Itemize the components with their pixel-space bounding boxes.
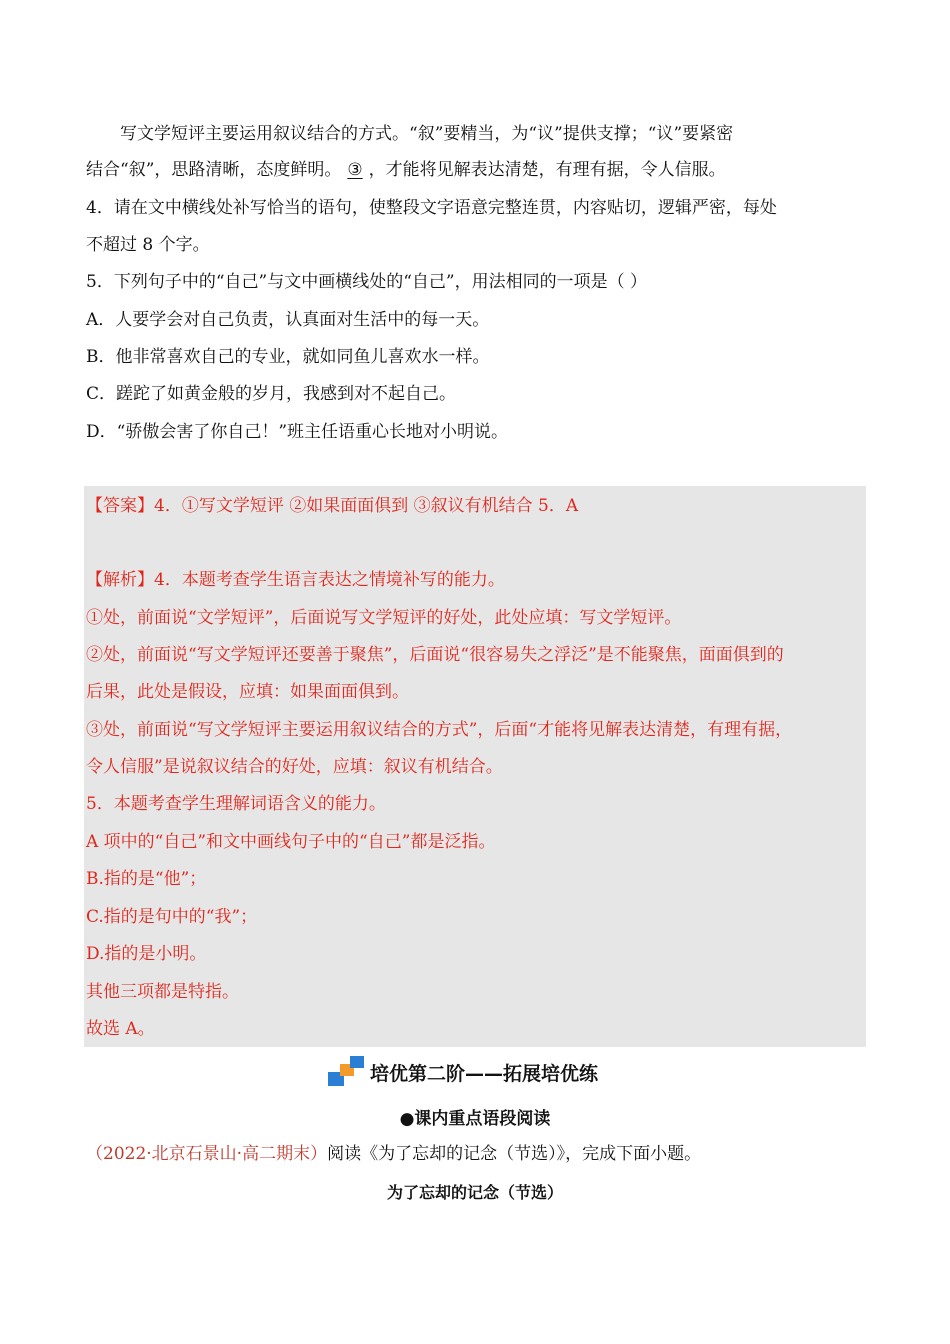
- option-b: B．他非常喜欢自己的专业，就如同鱼儿喜欢水一样。: [86, 347, 490, 367]
- answer-line: 【答案】4．①写文学短评 ②如果面面俱到 ③叙议有机结合 5．A: [86, 496, 579, 516]
- analysis-line: ③处，前面说“写文学短评主要运用叙议结合的方式”，后面“才能将见解表达清楚，有理有据，: [86, 720, 793, 740]
- analysis-line: B.指的是“他”；: [86, 869, 207, 889]
- analysis-line: D.指的是小明。: [86, 944, 207, 964]
- option-c: C．蹉跎了如黄金般的岁月，我感到对不起自己。: [86, 384, 457, 404]
- analysis-line: 令人信服”是说叙议结合的好处，应填：叙议有机结合。: [86, 757, 503, 777]
- passage-title: 为了忘却的记念（节选）: [386, 1183, 563, 1202]
- analysis-line: ②处，前面说“写文学短评还要善于聚焦”，后面说“很容易失之浮泛”是不能聚焦，面面俱到的: [86, 645, 784, 665]
- passage-line-2-start: 结合“叙”，思路清晰，态度鲜明。: [86, 160, 342, 180]
- section-heading: [0, 1053, 950, 1091]
- analysis-line: C.指的是句中的“我”；: [86, 907, 258, 927]
- sub-heading: ●课内重点语段阅读: [399, 1109, 551, 1129]
- option-d: D．“骄傲会害了你自己！”班主任语重心长地对小明说。: [86, 422, 509, 442]
- analysis-line: ①处，前面说“文学短评”，后面说写文学短评的好处，此处应填：写文学短评。: [86, 608, 682, 628]
- question-4-line-1: 4．请在文中横线处补写恰当的语句，使整段文字语意完整连贯，内容贴切，逻辑严密，每处: [86, 198, 777, 218]
- analysis-line: A 项中的“自己”和文中画线句子中的“自己”都是泛指。: [86, 832, 496, 852]
- stairs-logo-icon: [328, 1056, 366, 1088]
- analysis-line: 【解析】4．本题考查学生语言表达之情境补写的能力。: [86, 570, 505, 590]
- instruction-text: 阅读《为了忘却的记念（节选）》，完成下面小题。: [327, 1144, 702, 1164]
- question-4-line-2: 不超过 8 个字。: [86, 235, 210, 255]
- analysis-line: 其他三项都是特指。: [86, 982, 239, 1002]
- blank-3: ③: [347, 160, 363, 180]
- analysis-line: 故选 A。: [86, 1019, 155, 1039]
- option-a: A．人要学会对自己负责，认真面对生活中的每一天。: [86, 310, 490, 330]
- passage-line-2-end: ，才能将见解表达清楚，有理有据，令人信服。: [368, 160, 726, 180]
- analysis-line: 5．本题考查学生理解词语含义的能力。: [86, 794, 386, 814]
- analysis-line: 后果，此处是假设，应填：如果面面俱到。: [86, 682, 409, 702]
- question-5: 5．下列句子中的“自己”与文中画横线处的“自己”，用法相同的一项是（ ）: [86, 272, 647, 292]
- reading-instruction: [86, 1142, 866, 1166]
- section-heading-text: 培优第二阶——拓展培优练: [370, 1063, 599, 1085]
- source-label: （2022·北京石景山·高二期末）: [86, 1144, 328, 1164]
- passage-line-1: 写文学短评主要运用叙议结合的方式。“叙”要精当，为“议”提供支撑；“议”要紧密: [120, 124, 734, 144]
- passage-line-2: [86, 158, 866, 182]
